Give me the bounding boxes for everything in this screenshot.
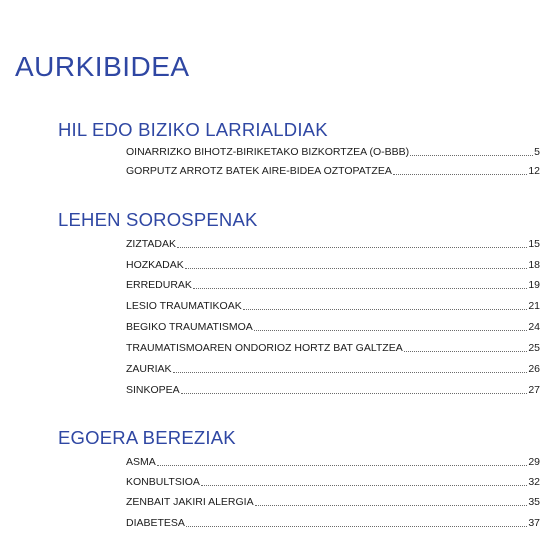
dot-leader xyxy=(393,174,527,175)
toc-entry-page: 29 xyxy=(528,456,540,468)
dot-leader xyxy=(177,247,527,248)
toc-entry-page: 26 xyxy=(528,363,540,375)
dot-leader xyxy=(185,268,528,269)
toc-entry-page: 18 xyxy=(528,259,540,271)
toc-entry-title: GORPUTZ ARROTZ BATEK AIRE-BIDEA OZTOPATZEA xyxy=(126,165,392,177)
toc-entry-title: BEGIKO TRAUMATISMOA xyxy=(126,321,253,333)
dot-leader xyxy=(201,485,527,486)
toc-entry-title: OINARRIZKO BIHOTZ-BIRIKETAKO BIZKORTZEA (O-BBB) xyxy=(126,146,410,158)
page-title: AURKIBIDEA xyxy=(15,51,190,82)
toc-entry[interactable] xyxy=(126,258,540,272)
toc-entry-page: 25 xyxy=(528,342,540,354)
toc-entry[interactable] xyxy=(126,278,540,292)
toc-entry-title: ZAURIAK xyxy=(126,363,172,375)
toc-entry-page: 5 xyxy=(534,146,540,158)
toc-entry[interactable] xyxy=(126,299,540,313)
section-heading: EGOERA BEREZIAK xyxy=(58,427,236,448)
dot-leader xyxy=(193,288,527,289)
toc-section-emergencies xyxy=(58,118,540,177)
toc-entry[interactable] xyxy=(126,341,540,355)
toc-entry-title: DIABETESA xyxy=(126,517,185,529)
toc-entry[interactable] xyxy=(126,455,540,469)
section-heading: LEHEN SOROSPENAK xyxy=(58,209,258,230)
toc-entry-page: 32 xyxy=(528,476,540,488)
toc-entry[interactable] xyxy=(126,475,540,489)
toc-entry-title: SINKOPEA xyxy=(126,384,180,396)
dot-leader xyxy=(173,372,528,373)
toc-entry-title: HOZKADAK xyxy=(126,259,184,271)
toc-entry-title: ZIZTADAK xyxy=(126,238,176,250)
toc-entry-title: ASMA xyxy=(126,456,156,468)
toc-entry[interactable] xyxy=(126,145,540,159)
toc-entry[interactable] xyxy=(126,516,540,530)
dot-leader xyxy=(410,155,533,156)
dot-leader xyxy=(181,393,528,394)
dot-leader xyxy=(186,526,527,527)
toc-entry-title: KONBULTSIOA xyxy=(126,476,200,488)
toc-entry-page: 12 xyxy=(528,165,540,177)
toc-entry-page: 37 xyxy=(528,517,540,529)
dot-leader xyxy=(157,465,528,466)
toc-entry[interactable] xyxy=(126,383,540,397)
toc-entry-title: TRAUMATISMOAREN ONDORIOZ HORTZ BAT GALTZEA xyxy=(126,342,403,354)
toc-entry[interactable] xyxy=(126,237,540,251)
toc-entry-page: 27 xyxy=(528,384,540,396)
toc-entry-page: 19 xyxy=(528,279,540,291)
section-heading: HIL EDO BIZIKO LARRIALDIAK xyxy=(58,119,328,140)
toc-entry-title: LESIO TRAUMATIKOAK xyxy=(126,300,242,312)
dot-leader xyxy=(254,330,528,331)
toc-section-first-aid xyxy=(58,208,540,396)
toc-entry-page: 24 xyxy=(528,321,540,333)
toc-entry-page: 21 xyxy=(528,300,540,312)
toc-section-special-situations xyxy=(58,426,540,529)
toc-entry[interactable] xyxy=(126,495,540,509)
toc-entry-title: ZENBAIT JAKIRI ALERGIA xyxy=(126,496,254,508)
toc-entry[interactable] xyxy=(126,320,540,334)
dot-leader xyxy=(404,351,528,352)
toc-entry-page: 35 xyxy=(528,496,540,508)
dot-leader xyxy=(243,309,528,310)
dot-leader xyxy=(255,505,528,506)
toc-entry-title: ERREDURAK xyxy=(126,279,192,291)
toc-entry[interactable] xyxy=(126,164,540,178)
toc-entry[interactable] xyxy=(126,362,540,376)
toc-entry-page: 15 xyxy=(528,238,540,250)
